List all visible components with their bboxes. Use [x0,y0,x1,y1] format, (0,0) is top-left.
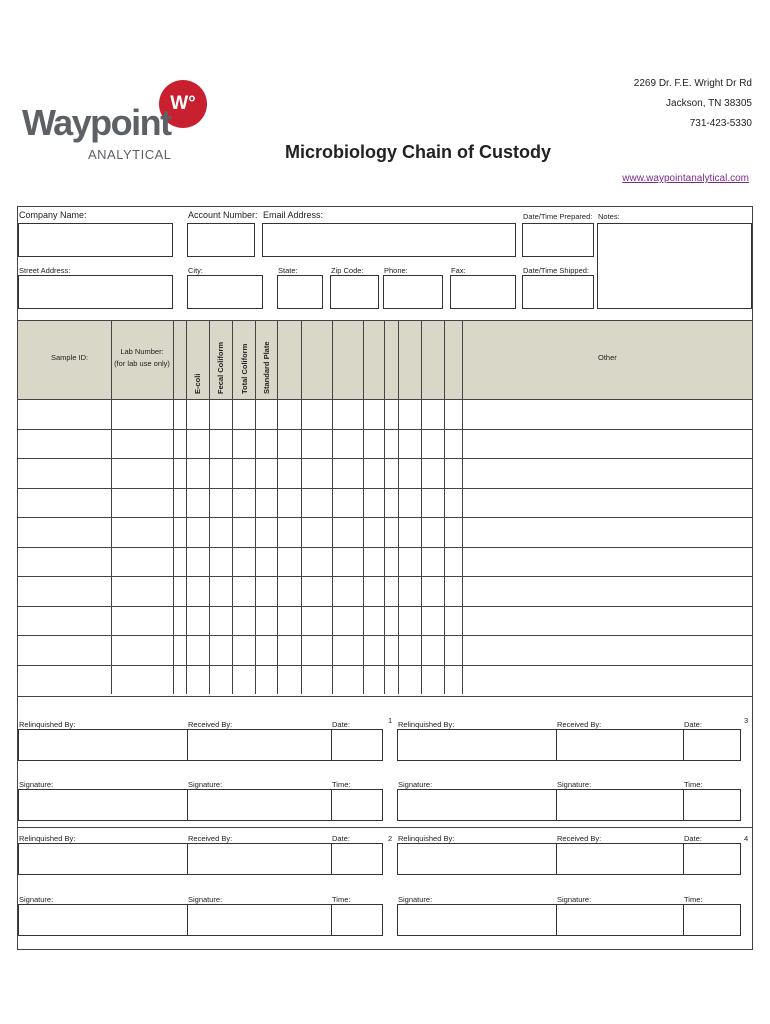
time-label-1: Time: [332,780,351,789]
table-column-line [398,321,399,694]
logo-brand: Waypoint [22,102,171,143]
phone-field[interactable] [383,275,443,309]
time-label-3: Time: [684,780,703,789]
custody-divider [18,827,752,828]
date-field-3[interactable] [683,729,741,761]
test-standard-plate-header: Standard Plate [262,341,271,394]
relinquished-by-label-1: Relinquished By: [19,720,76,729]
relinquished-by-field-3[interactable] [397,729,557,761]
block-number-2: 2 [388,834,393,843]
relinquished-by-label-3: Relinquished By: [398,720,455,729]
date-label-2: Date: [332,834,350,843]
table-row-line [18,458,752,459]
zip-code-field[interactable] [330,275,379,309]
custody-section [18,707,752,949]
block-number-1: 1 [388,716,393,725]
notes-field[interactable] [597,223,752,309]
street-address-field[interactable] [18,275,173,309]
table-row-line [18,488,752,489]
date-label-3: Date: [684,720,702,729]
form-sheet [17,206,753,950]
signature-field-2a[interactable] [18,904,188,936]
signature-label-1a: Signature: [19,780,54,789]
received-by-field-2[interactable] [187,843,332,875]
lab-number-header [111,346,173,370]
signature-field-1b[interactable] [187,789,332,821]
table-row-line [18,635,752,636]
sample-table [18,320,752,697]
signature-label-1b: Signature: [188,780,223,789]
received-by-label-4: Received By: [557,834,602,843]
company-name-field[interactable] [18,223,173,257]
state-label: State: [278,266,298,275]
time-label-4: Time: [684,895,703,904]
table-row-line [18,517,752,518]
block-number-3: 3 [744,716,749,725]
account-number-field[interactable] [187,223,255,257]
relinquished-by-label-2: Relinquished By: [19,834,76,843]
table-column-line [301,321,302,694]
fax-field[interactable] [450,275,516,309]
table-column-line [209,321,210,694]
test-total-coliform-header: Total Coliform [240,343,249,394]
date-time-shipped-field[interactable] [522,275,594,309]
table-column-line [186,321,187,694]
page-title: Microbiology Chain of Custody [285,142,551,162]
notes-label: Notes: [598,212,620,221]
signature-label-2b: Signature: [188,895,223,904]
signature-label-3a: Signature: [398,780,433,789]
signature-label-3b: Signature: [557,780,592,789]
city-field[interactable] [187,275,263,309]
received-by-field-3[interactable] [556,729,684,761]
time-field-3[interactable] [683,789,741,821]
phone-label: Phone: [384,266,408,275]
other-header: Other [598,353,617,362]
logo-subtitle: ANALYTICAL [88,147,172,162]
date-time-prepared-field[interactable] [522,223,594,257]
received-by-label-3: Received By: [557,720,602,729]
test-ecoli-header: E-coli [193,373,202,394]
signature-label-2a: Signature: [19,895,54,904]
company-name-label: Company Name: [19,210,87,220]
received-by-label-1: Received By: [188,720,233,729]
date-field-4[interactable] [683,843,741,875]
table-column-line [277,321,278,694]
email-address-field[interactable] [262,223,516,257]
logo-mark: W° [159,80,207,128]
time-field-2[interactable] [331,904,383,936]
date-time-prepared-label: Date/Time Prepared: [523,212,593,221]
date-label-4: Date: [684,834,702,843]
city-label: City: [188,266,203,275]
zip-code-label: Zip Code: [331,266,364,275]
signature-field-3a[interactable] [397,789,557,821]
company-logo [22,78,196,168]
time-field-4[interactable] [683,904,741,936]
table-column-line [444,321,445,694]
relinquished-by-field-4[interactable] [397,843,557,875]
time-field-1[interactable] [331,789,383,821]
table-column-line [232,321,233,694]
signature-field-2b[interactable] [187,904,332,936]
signature-field-1a[interactable] [18,789,188,821]
signature-field-4a[interactable] [397,904,557,936]
signature-field-4b[interactable] [556,904,684,936]
relinquished-by-field-2[interactable] [18,843,188,875]
email-address-label: Email Address: [263,210,324,220]
street-address-label: Street Address: [19,266,71,275]
sample-id-header: Sample ID: [51,353,89,362]
signature-label-4a: Signature: [398,895,433,904]
test-fecal-coliform-header: Fecal Coliform [216,341,225,394]
date-field-1[interactable] [331,729,383,761]
lab-number-label: Lab Number: [120,347,164,356]
table-row-line [18,429,752,430]
fax-label: Fax: [451,266,466,275]
relinquished-by-field-1[interactable] [18,729,188,761]
received-by-label-2: Received By: [188,834,233,843]
account-number-label: Account Number: [188,210,258,220]
website-link[interactable]: www.waypointanalytical.com [622,173,749,184]
date-time-shipped-label: Date/Time Shipped: [523,266,590,275]
address-line-1: 2269 Dr. F.E. Wright Dr Rd [633,78,752,89]
lab-number-note: (for lab use only) [114,359,170,368]
table-column-line [384,321,385,694]
table-column-line [255,321,256,694]
signature-label-4b: Signature: [557,895,592,904]
table-row-line [18,665,752,666]
table-row-line [18,606,752,607]
date-label-1: Date: [332,720,350,729]
signature-field-3b[interactable] [556,789,684,821]
table-column-line [421,321,422,694]
table-row-line [18,576,752,577]
table-column-line [462,321,463,694]
table-column-line [173,321,174,694]
date-field-2[interactable] [331,843,383,875]
table-column-line [111,321,112,694]
address-line-3: 731-423-5330 [689,118,752,129]
received-by-field-4[interactable] [556,843,684,875]
block-number-4: 4 [744,834,749,843]
table-column-line [363,321,364,694]
relinquished-by-label-4: Relinquished By: [398,834,455,843]
time-label-2: Time: [332,895,351,904]
received-by-field-1[interactable] [187,729,332,761]
address-line-2: Jackson, TN 38305 [666,98,752,109]
table-column-line [332,321,333,694]
state-field[interactable] [277,275,323,309]
table-row-line [18,547,752,548]
